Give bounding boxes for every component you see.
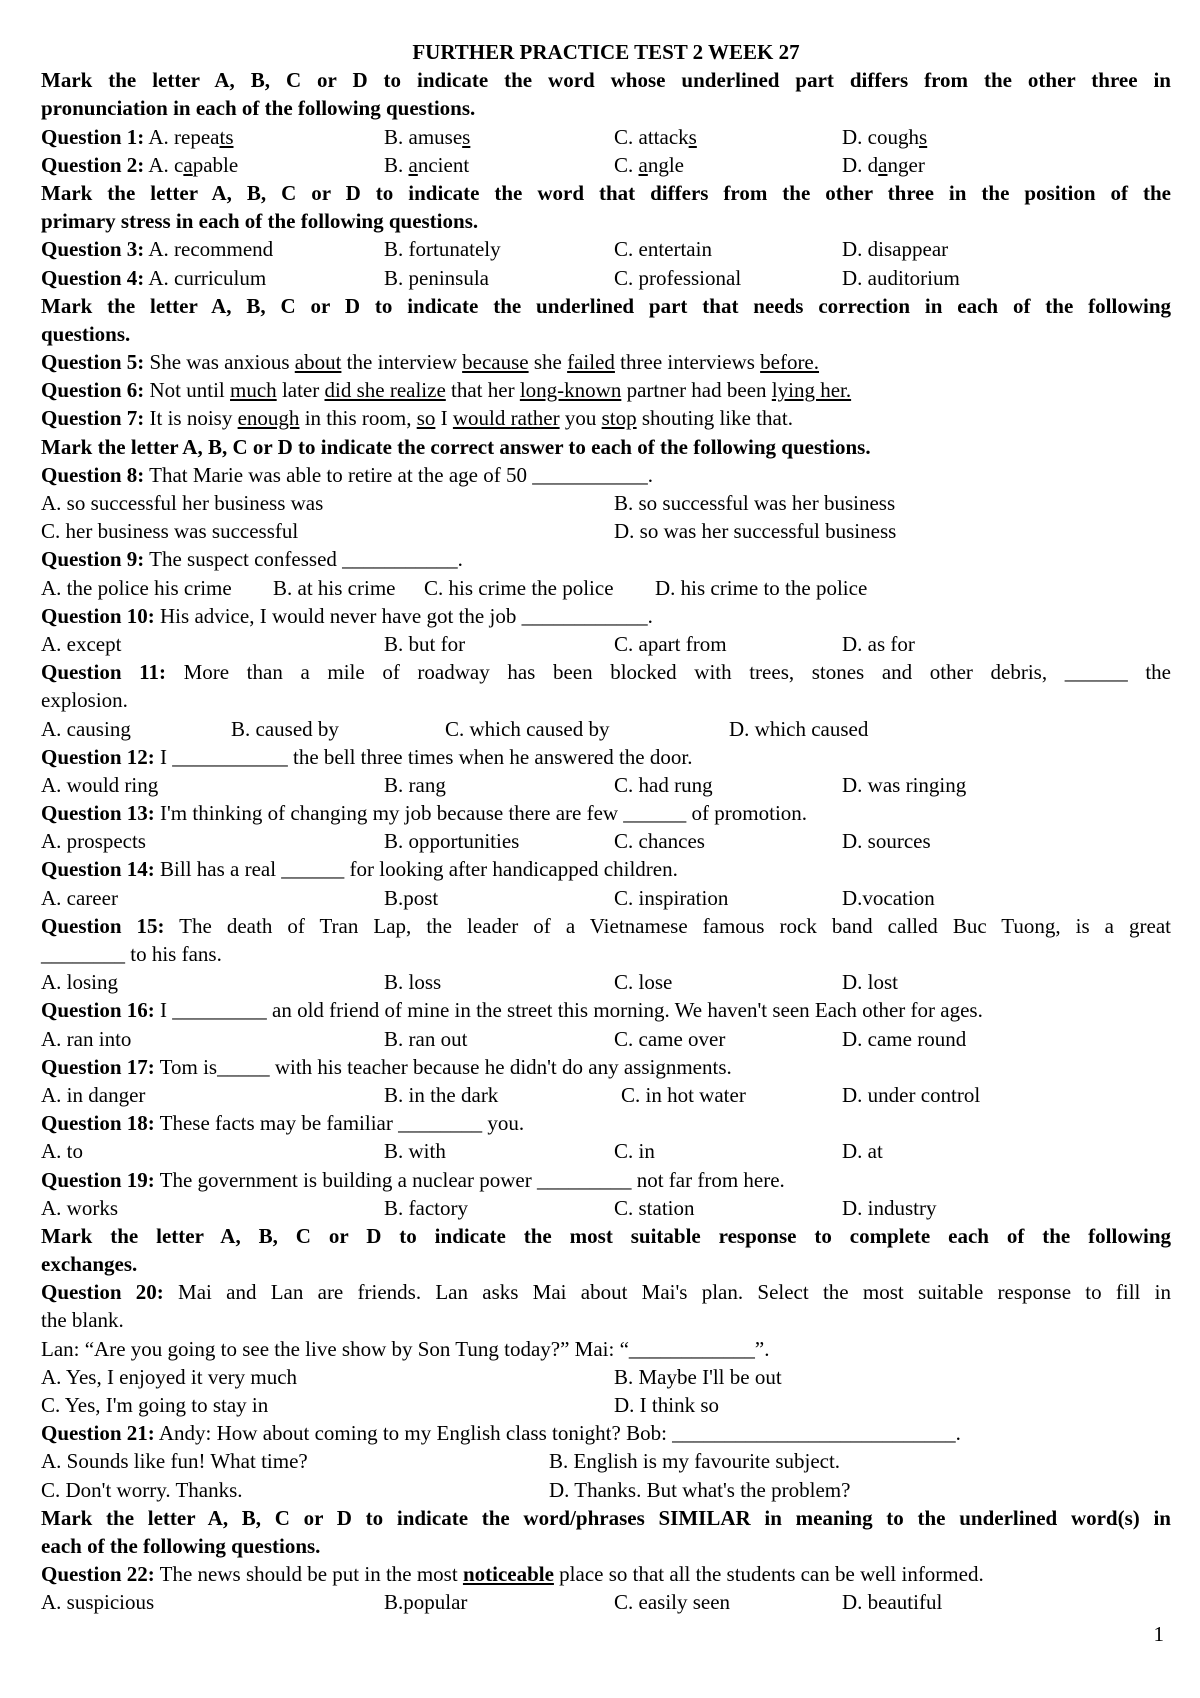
question-16-options: A. ran into B. ran out C. came over D. came round [41, 1026, 967, 1051]
question-12-options: A. would ring B. rang C. had rung D. was ringing [41, 772, 967, 797]
question-19-options: A. works B. factory C. station D. industry [41, 1195, 937, 1220]
instruction-1-line-2: pronunciation in each of the following questions. [41, 96, 476, 121]
question-17-options: A. in danger B. in the dark C. in hot water D. under control [41, 1082, 981, 1107]
question-11-options: A. causing B. caused by C. which caused by D. which caused [41, 716, 869, 741]
question-11-continued: explosion. [41, 688, 128, 713]
question-14: Question 14: Bill has a real ______ for looking after handicapped children. [41, 857, 678, 882]
instruction-6-line-1: Mark the letter A, B, C or D to indicate the word/phrases SIMILAR in meaning to the underlined word(s) in [41, 1505, 1171, 1530]
question-20: Question 20: Mai and Lan are friends. Lan asks Mai about Mai's plan. Select the most suitable response to fill in [41, 1280, 1171, 1305]
question-4: Question 4: A. curriculum B. peninsula C. professional D. auditorium [41, 265, 960, 290]
instruction-5-line-1: Mark the letter A, B, C or D to indicate the most suitable response to complete each of the following [41, 1223, 1171, 1248]
question-8-options-2: C. her business was successful D. so was her successful business [41, 519, 897, 544]
question-3: Question 3: A. recommend B. fortunately C. entertain D. disappear [41, 237, 949, 262]
question-16: Question 16: I _________ an old friend of mine in the street this morning. We haven't seen Each other for ages. [41, 998, 983, 1023]
question-1: Question 1: A. repeats B. amuses C. attacks D. coughs [41, 124, 928, 149]
question-20-options-1: A. Yes, I enjoyed it very much B. Maybe I'll be out [41, 1364, 782, 1389]
question-8: Question 8: That Marie was able to retire at the age of 50 ___________. [41, 462, 653, 487]
instruction-3-line-1: Mark the letter A, B, C or D to indicate the underlined part that needs correction in each of the following [41, 293, 1171, 318]
question-15: Question 15: The death of Tran Lap, the leader of a Vietnamese famous rock band called Buc Tuong, is a great [41, 913, 1171, 938]
question-15-continued: ________ to his fans. [41, 942, 222, 966]
question-13-options: A. prospects B. opportunities C. chances D. sources [41, 829, 931, 854]
question-18-options: A. to B. with C. in D. at [41, 1139, 883, 1164]
instruction-5-line-2: exchanges. [41, 1252, 138, 1277]
instruction-6-line-2: each of the following questions. [41, 1533, 321, 1558]
question-15-options: A. losing B. loss C. lose D. lost [41, 970, 899, 995]
question-10-options: A. except B. but for C. apart from D. as for [41, 631, 915, 656]
question-19: Question 19: The government is building a nuclear power _________ not far from here. [41, 1167, 785, 1192]
document-content [41, 38, 1171, 1617]
page-title: FURTHER PRACTICE TEST 2 WEEK 27 [412, 40, 800, 64]
instruction-1-line-1: Mark the letter A, B, C or D to indicate the word whose underlined part differs from the other three in [41, 68, 1171, 93]
question-5: Question 5: She was anxious about the interview because she failed three interviews before. [41, 350, 820, 375]
instruction-2-line-1: Mark the letter A, B, C or D to indicate the word that differs from the other three in the position of the [41, 180, 1171, 205]
question-label: Question 1: [41, 124, 145, 149]
question-7: Question 7: It is noisy enough in this room, so I would rather you stop shouting like that. [41, 406, 793, 431]
question-18: Question 18: These facts may be familiar ________ you. [41, 1111, 525, 1136]
instruction-2-line-2: primary stress in each of the following questions. [41, 209, 479, 234]
question-17: Question 17: Tom is_____ with his teacher because he didn't do any assignments. [41, 1054, 732, 1079]
question-21-options-1: A. Sounds like fun! What time? B. English is my favourite subject. [41, 1449, 841, 1474]
instruction-4: Mark the letter A, B, C or D to indicate the correct answer to each of the following questions. [41, 434, 871, 459]
question-8-options-1: A. so successful her business was B. so successful was her business [41, 491, 896, 515]
question-9: Question 9: The suspect confessed ___________. [41, 547, 463, 572]
page-number: 1 [1153, 1622, 1164, 1646]
question-6: Question 6: Not until much later did she realize that her long-known partner had been lying her. [41, 378, 852, 403]
question-20-dialogue: Lan: “Are you going to see the live show by Son Tung today?” Mai: “____________”. [41, 1336, 770, 1361]
question-14-options: A. career B.post C. inspiration D.vocation [41, 885, 935, 910]
question-20-options-2: C. Yes, I'm going to stay in D. I think so [41, 1393, 719, 1417]
question-22: Question 22: The news should be put in the most noticeable place so that all the students can be well informed. [41, 1562, 984, 1587]
question-21: Question 21: Andy: How about coming to my English class tonight? Bob: ___________________________. [41, 1421, 961, 1446]
question-2: Question 2: A. capable B. ancient C. angle D. danger [41, 152, 925, 177]
question-10: Question 10: His advice, I would never have got the job ____________. [41, 603, 653, 628]
question-13: Question 13: I'm thinking of changing my job because there are few ______ of promotion. [41, 801, 808, 826]
question-12: Question 12: I ___________ the bell three times when he answered the door. [41, 744, 693, 769]
question-20-continued: the blank. [41, 1308, 124, 1333]
question-21-options-2: C. Don't worry. Thanks. D. Thanks. But what's the problem? [41, 1477, 851, 1502]
question-22-options: A. suspicious B.popular C. easily seen D. beautiful [41, 1590, 943, 1615]
question-11: Question 11: More than a mile of roadway has been blocked with trees, stones and other debris, ______ the [41, 660, 1171, 685]
question-9-options: A. the police his crime B. at his crime C. his crime the police D. his crime to the police [41, 575, 868, 600]
instruction-3-line-2: questions. [41, 321, 131, 346]
question-label: Question 2: [41, 152, 145, 177]
